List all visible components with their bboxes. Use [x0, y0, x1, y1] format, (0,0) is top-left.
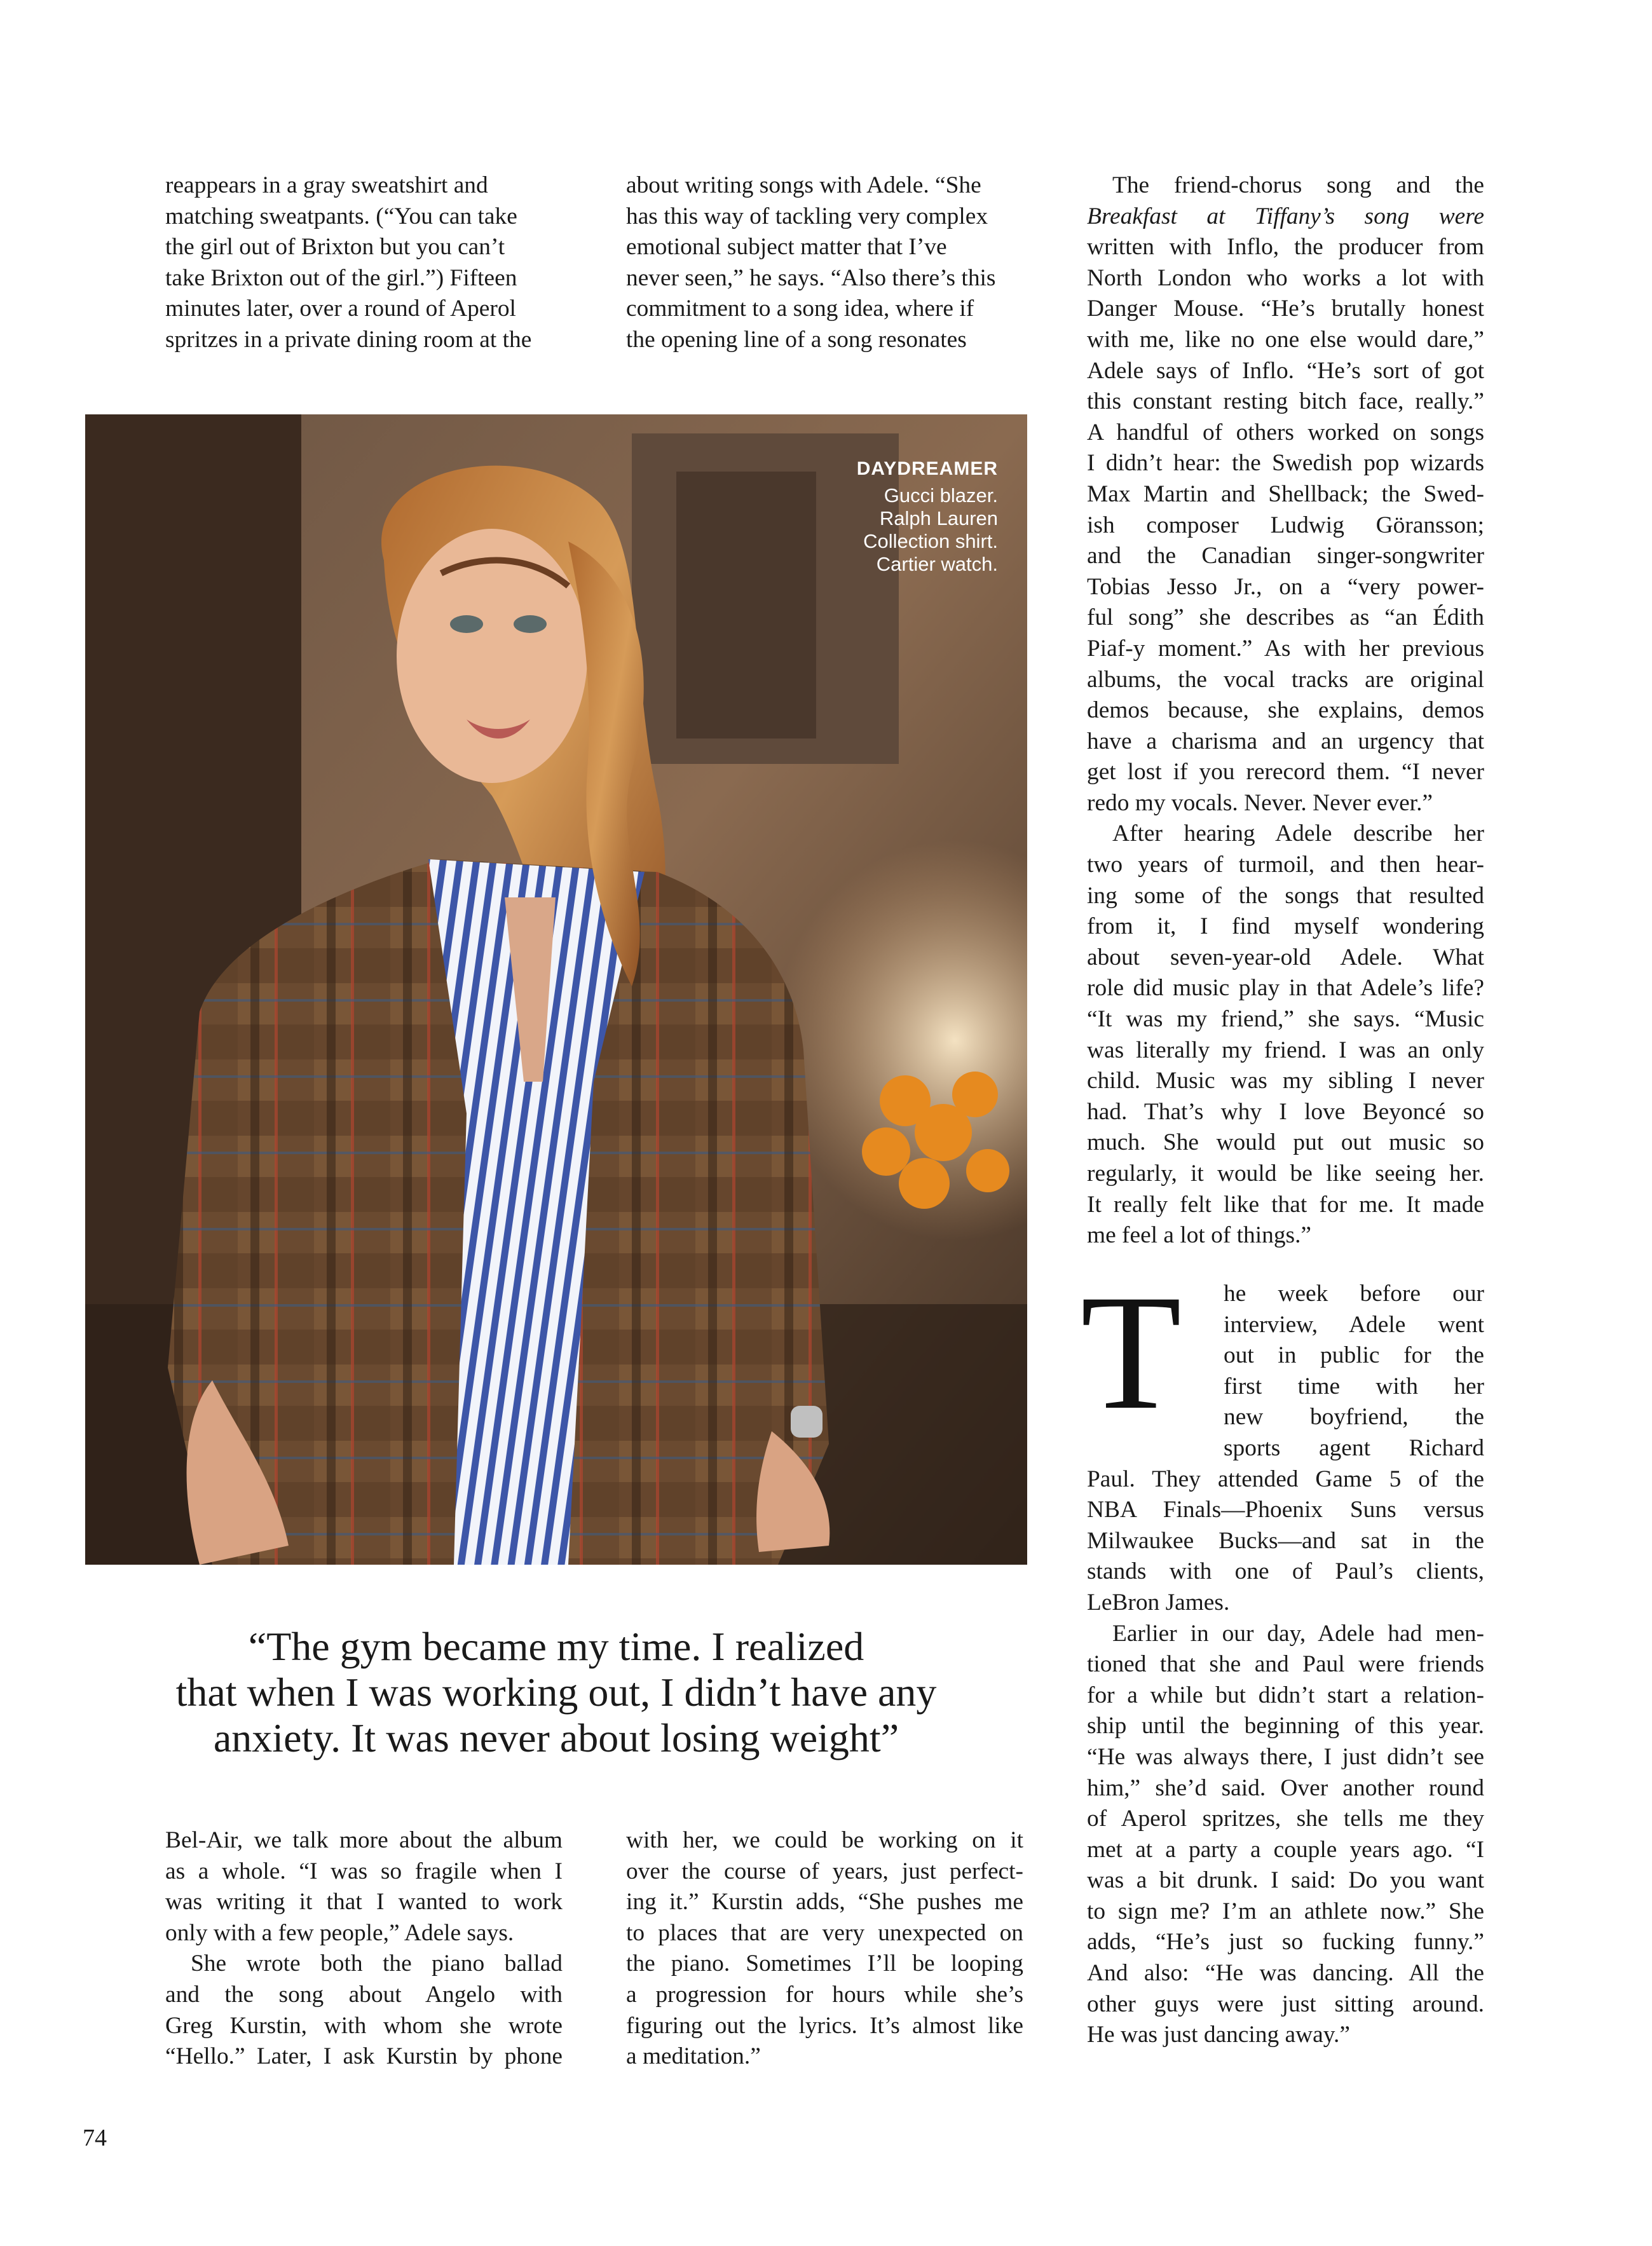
column-1-top: [165, 170, 563, 356]
paragraph: [1087, 170, 1484, 819]
text-line: me feel a lot of things.”: [1087, 1222, 1312, 1249]
text-line: this constant resting bitch face, really.”: [1087, 388, 1484, 415]
text-line: the opening line of a song resonates: [626, 326, 967, 353]
text-line: never seen,” he says. “Also there’s this: [626, 264, 996, 291]
column-3-lower: [1087, 1279, 1484, 2051]
text-line: Tobias Jesso Jr., on a “very power-: [1087, 573, 1484, 600]
text-line: of Aperol spritzes, she tells me they: [1087, 1806, 1484, 1832]
text-line: After hearing Adele describe her: [1112, 820, 1484, 847]
text-line: for a while but didn’t start a relation-: [1087, 1682, 1484, 1708]
text-line: “Hello.” Later, I ask Kurstin by phone: [165, 2043, 563, 2070]
text-line: Greg Kurstin, with whom she wrote: [165, 2012, 563, 2039]
text-line: regularly, it would be like seeing her.: [1087, 1160, 1484, 1187]
text-line: ship until the beginning of this year.: [1087, 1713, 1484, 1739]
column-1-bottom: [165, 1825, 563, 2072]
text-line: and the Canadian singer-songwriter: [1087, 543, 1484, 569]
text-line: as a whole. “I was so fragile when I: [165, 1858, 563, 1884]
text-line: It really felt like that for me. It made: [1087, 1191, 1484, 1218]
text-line: much. She would put out music so: [1087, 1129, 1484, 1156]
column-2-top: [626, 170, 1023, 356]
paragraph: [1087, 819, 1484, 1251]
text-line: ish composer Ludwig Göransson;: [1087, 512, 1484, 538]
text-line: North London who works a lot with: [1087, 264, 1484, 291]
text-line: She wrote both the piano ballad: [191, 1950, 563, 1977]
text-line: figuring out the lyrics. It’s almost like: [626, 2012, 1023, 2039]
text-line: I didn’t hear: the Swedish pop wizards: [1087, 450, 1484, 477]
text-line: the piano. Sometimes I’ll be looping: [626, 1950, 1023, 1977]
text-line: reappears in a gray sweatshirt and: [165, 172, 488, 198]
text-line: two years of turmoil, and then hear-: [1087, 852, 1484, 878]
caption-line: Cartier watch.: [876, 553, 998, 575]
caption-title: DAYDREAMER: [856, 458, 998, 479]
text-line: demos because, she explains, demos: [1087, 697, 1484, 724]
text-line: over the course of years, just perfect-: [626, 1858, 1023, 1884]
text-line: from it, I find myself wondering: [1087, 913, 1484, 940]
column-2-bottom: [626, 1825, 1023, 2072]
text-line: him,” she’d said. Over another round: [1087, 1774, 1484, 1801]
text-line: only with a few people,” Adele says.: [165, 1919, 514, 1946]
paragraph: [165, 170, 563, 356]
text-line: had. That’s why I love Beyoncé so: [1087, 1098, 1484, 1125]
text-line: child. Music was my sibling I never: [1087, 1068, 1484, 1094]
text-line: to sign me? I’m an athlete now.” She: [1087, 1898, 1484, 1924]
text-line: minutes later, over a round of Aperol: [165, 296, 516, 322]
text-line: LeBron James.: [1087, 1589, 1230, 1616]
pull-quote-line: that when I was working out, I didn’t have any: [175, 1670, 937, 1715]
text-line: the girl out of Brixton but you can’t: [165, 234, 505, 261]
text-line: emotional subject matter that I’ve: [626, 234, 947, 261]
text-line: Max Martin and Shellback; the Swed-: [1087, 480, 1484, 507]
text-line: and the song about Angelo with: [165, 1981, 563, 2008]
text-line: has this way of tackling very complex: [626, 203, 988, 229]
text-line: he week before our: [1224, 1281, 1484, 1307]
text-line: “He was always there, I just didn’t see: [1087, 1743, 1484, 1770]
paragraph: [626, 170, 1023, 356]
text-line: commitment to a song idea, where if: [626, 296, 974, 322]
text-line: sports agent Richard: [1224, 1434, 1484, 1461]
caption-line: Ralph Lauren: [879, 507, 998, 529]
text-line: Paul. They attended Game 5 of the: [1087, 1466, 1484, 1492]
text-line: Earlier in our day, Adele had men-: [1112, 1620, 1484, 1647]
caption-line: Collection shirt.: [863, 530, 998, 552]
text-line: tioned that she and Paul were friends: [1087, 1651, 1484, 1678]
page-number: 74: [83, 2125, 107, 2151]
text-line: The friend-chorus song and the: [1112, 172, 1484, 198]
paragraph: [1087, 1619, 1484, 2051]
text-line: other guys were just sitting around.: [1087, 1991, 1484, 2017]
caption-line: Gucci blazer.: [884, 484, 998, 507]
text-line: ing some of the songs that resulted: [1087, 882, 1484, 909]
text-line: first time with her: [1224, 1373, 1484, 1399]
text-line: adds, “He’s just so fucking funny.”: [1087, 1929, 1484, 1956]
pull-quote: [127, 1624, 985, 1761]
text-line: Adele says of Inflo. “He’s sort of got: [1087, 357, 1484, 384]
text-line: A handful of others worked on songs: [1087, 419, 1484, 446]
text-line: Milwaukee Bucks—and sat in the: [1087, 1527, 1484, 1554]
text-line: written with Inflo, the producer from: [1087, 234, 1484, 261]
text-line: role did music play in that Adele’s life?: [1087, 975, 1484, 1002]
text-line: about writing songs with Adele. “She: [626, 172, 981, 198]
portrait-photo: [85, 414, 1027, 1565]
text-line: with her, we could be working on it: [626, 1827, 1023, 1853]
text-line: stands with one of Paul’s clients,: [1087, 1558, 1484, 1585]
text-line: Danger Mouse. “He’s brutally honest: [1087, 296, 1484, 322]
text-line: ful song” she describes as “an Édith: [1087, 604, 1484, 631]
text-line: was writing it that I wanted to work: [165, 1889, 563, 1916]
text-line: get lost if you rerecord them. “I never: [1087, 759, 1484, 786]
text-line: NBA Finals—Phoenix Suns versus: [1087, 1497, 1484, 1523]
column-3: [1087, 170, 1484, 1251]
text-line: Breakfast at Tiffany’s song were: [1087, 203, 1484, 229]
text-line: spritzes in a private dining room at the: [165, 326, 532, 353]
text-line: “It was my friend,” she says. “Music: [1087, 1006, 1484, 1033]
text-line: a progression for hours while she’s: [626, 1981, 1023, 2008]
text-line: interview, Adele went: [1224, 1311, 1484, 1338]
text-line: new boyfriend, the: [1224, 1404, 1484, 1431]
text-line: about seven-year-old Adele. What: [1087, 944, 1484, 970]
text-line: to places that are very unexpected on: [626, 1919, 1023, 1946]
text-line: Piaf-y moment.” As with her previous: [1087, 635, 1484, 662]
text-line: a meditation.”: [626, 2043, 761, 2070]
text-line: was literally my friend. I was an only: [1087, 1037, 1484, 1063]
text-line: He was just dancing away.”: [1087, 2022, 1350, 2048]
paragraph: [165, 1825, 563, 1949]
text-line: was a bit drunk. I said: Do you want: [1087, 1867, 1484, 1894]
paragraph: [626, 1825, 1023, 2072]
text-line: albums, the vocal tracks are original: [1087, 666, 1484, 693]
text-line: met at a party a couple years ago. “I: [1087, 1836, 1484, 1863]
text-line: Bel-Air, we talk more about the album: [165, 1827, 563, 1853]
text-line: take Brixton out of the girl.”) Fifteen: [165, 264, 517, 291]
pull-quote-line: “The gym became my time. I realized: [248, 1624, 864, 1669]
text-line: ing it.” Kurstin adds, “She pushes me: [626, 1889, 1023, 1916]
pull-quote-line: anxiety. It was never about losing weight”: [213, 1715, 899, 1760]
text-line: matching sweatpants. (“You can take: [165, 203, 517, 229]
text-line: redo my vocals. Never. Never ever.”: [1087, 789, 1433, 816]
text-line: And also: “He was dancing. All the: [1087, 1960, 1484, 1987]
paragraph: [165, 1949, 563, 2072]
drop-cap: T: [1081, 1261, 1182, 1444]
text-line: with me, like no one else would dare,”: [1087, 326, 1484, 353]
text-line: have a charisma and an urgency that: [1087, 728, 1484, 754]
paragraph: [1087, 1279, 1484, 1619]
text-line: out in public for the: [1224, 1342, 1484, 1369]
photo-caption: [820, 458, 998, 576]
